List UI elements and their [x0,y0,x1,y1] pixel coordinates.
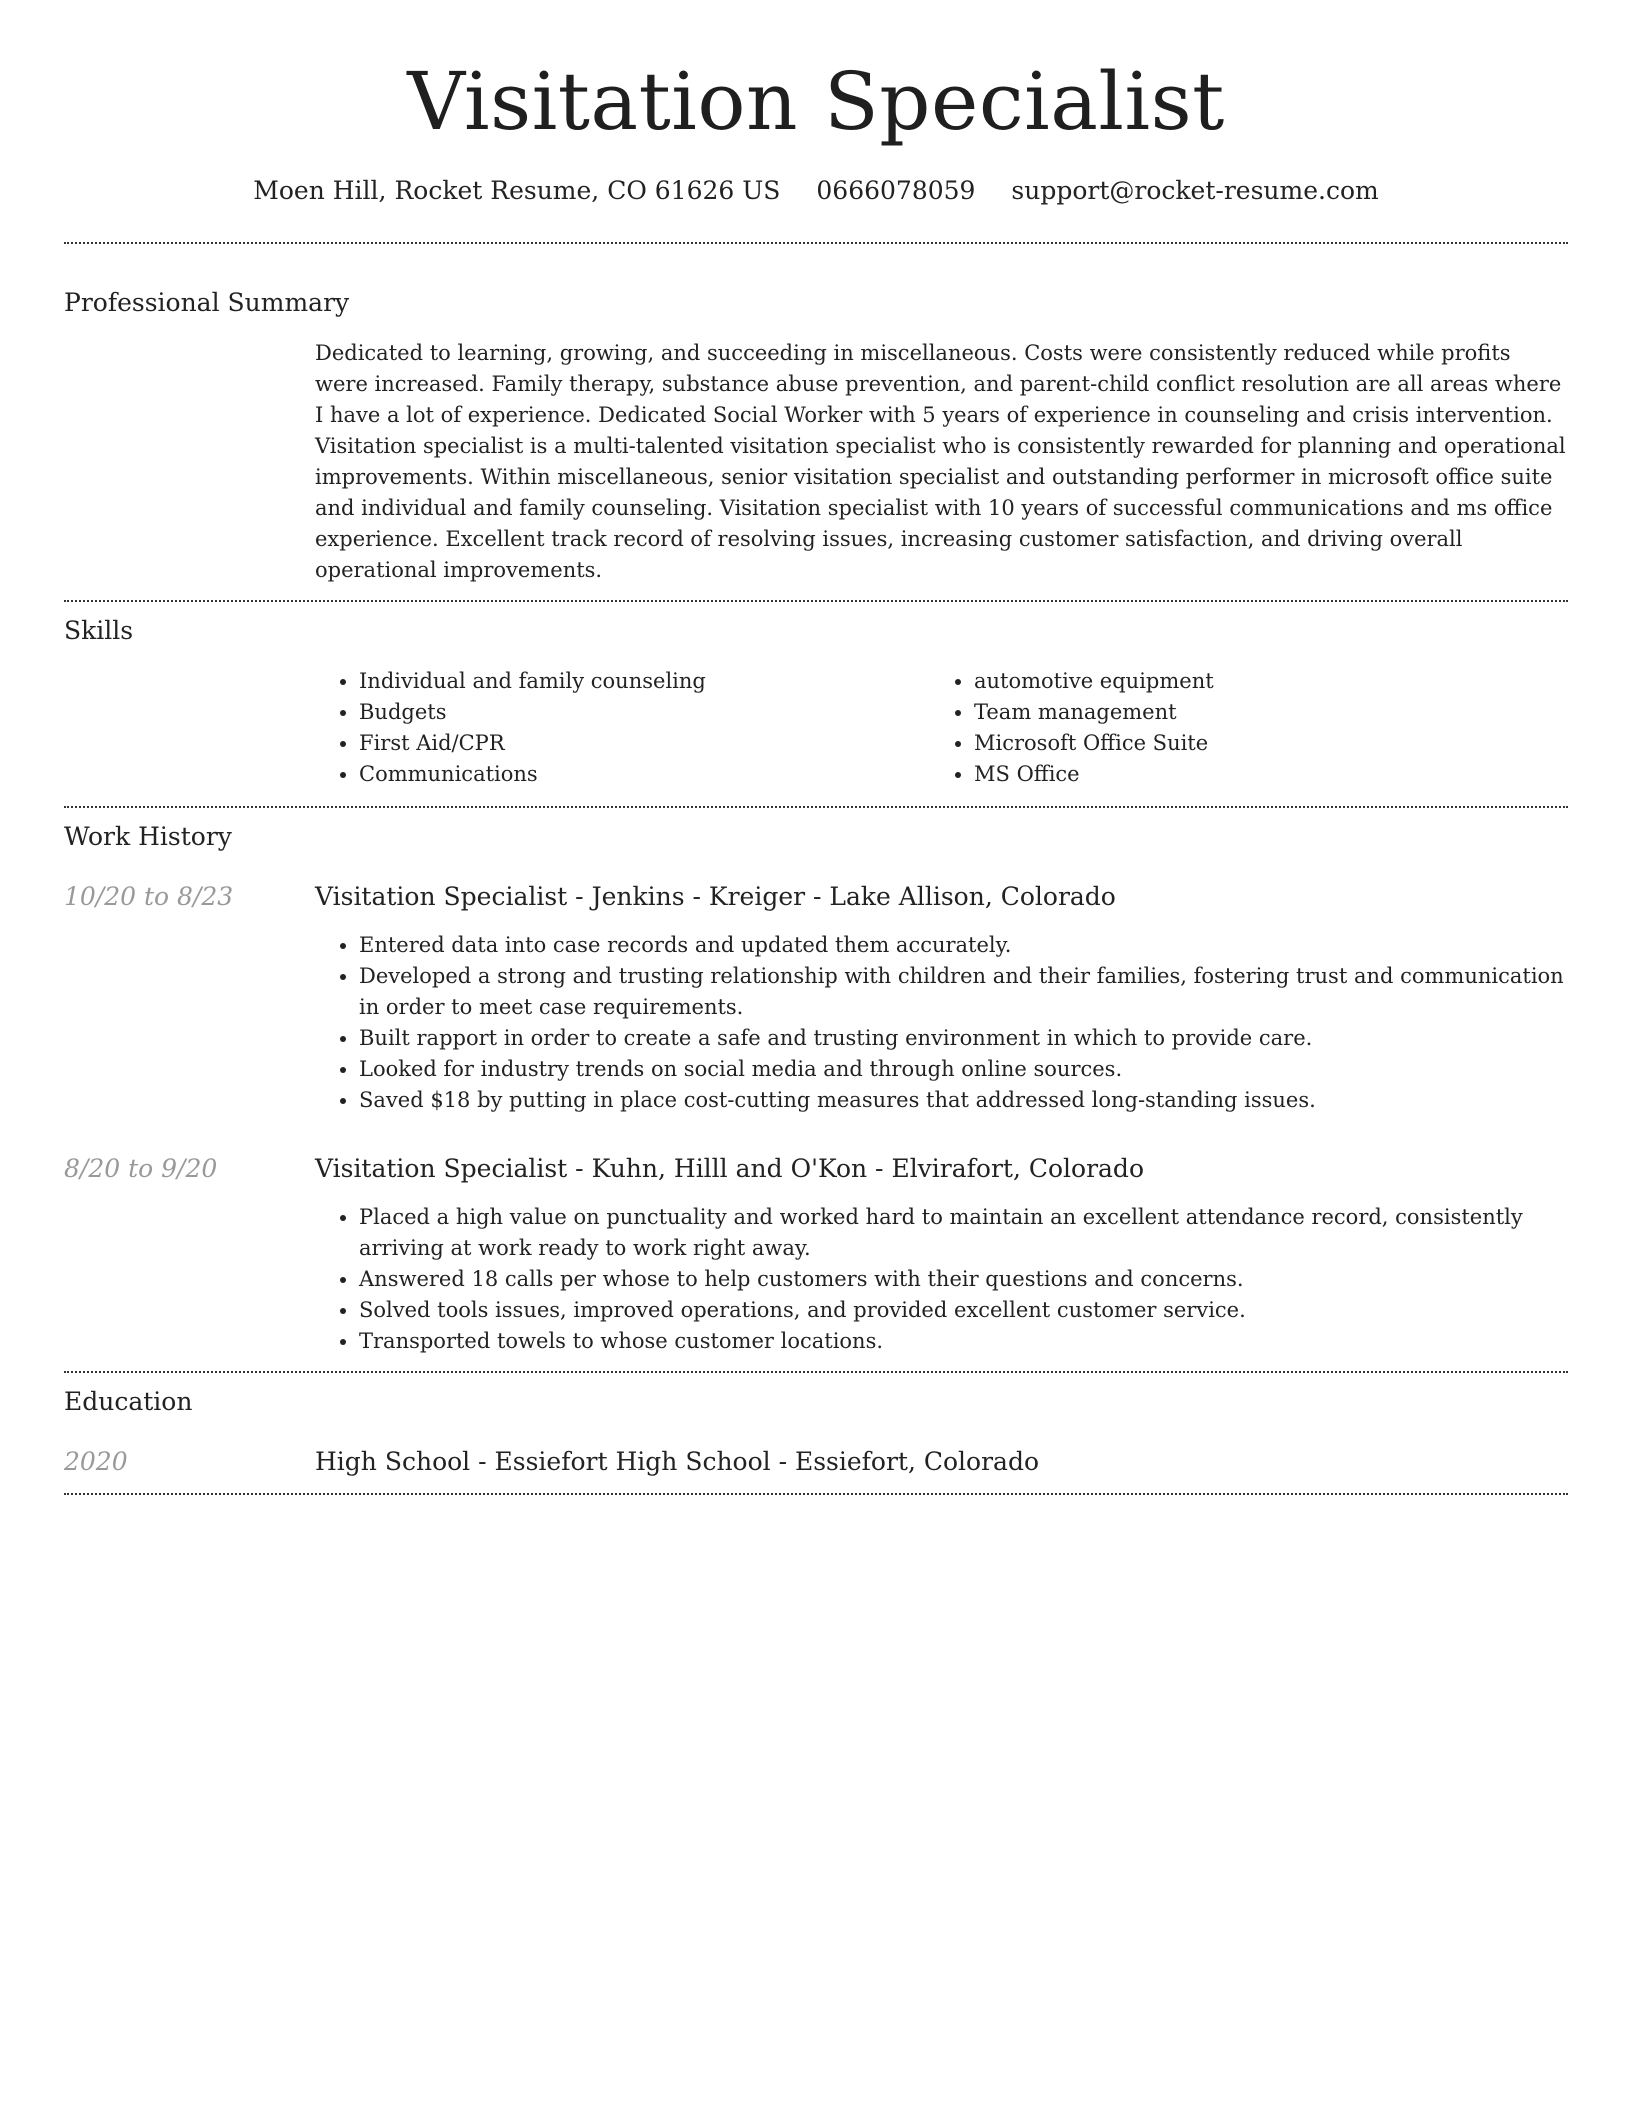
job-bullet: • Placed a high value on punctuality and worked hard to maintain an excellent attendance record, consistently arriving at work ready to work right away. [359,1202,1568,1264]
skill-item: • Budgets [359,697,930,728]
section-title-skills: Skills [64,616,134,645]
job-heading: Visitation Specialist - Jenkins - Kreiger - Lake Allison, Colorado [315,882,1116,911]
education-entry [64,1445,1568,1479]
skill-item: • Individual and family counseling [359,666,930,697]
skill-item: • automotive equipment [974,666,1545,697]
job-bullet: • Entered data into case records and updated them accurately. [359,930,1568,961]
job-dates: 10/20 to 8/23 [64,882,234,911]
job-bullet: • Transported towels to whose customer locations. [359,1326,1568,1357]
section-title-work-history: Work History [64,822,232,851]
job-bullet: • Saved $18 by putting in place cost-cutting measures that addressed long-standing issues. [359,1085,1568,1116]
skill-item: • Communications [359,759,930,790]
skills-columns [315,666,1568,790]
skill-item: • First Aid/CPR [359,728,930,759]
resume-name: Visitation Specialist [407,55,1225,148]
contact-line [64,174,1568,208]
job-dates: 8/20 to 9/20 [64,1154,218,1183]
work-history-section [64,808,1568,1357]
job-bullets [315,930,1568,1116]
education-year: 2020 [64,1447,128,1476]
job-bullet: • Developed a strong and trusting relationship with children and their families, fostering trust and communication in order to meet case requirements. [359,961,1568,1023]
skills-list-right [930,666,1545,790]
job-entry-header [64,880,1568,914]
job-heading: Visitation Specialist - Kuhn, Hilll and O'Kon - Elvirafort, Colorado [315,1154,1144,1183]
summary-text: Dedicated to learning, growing, and succeeding in miscellaneous. Costs were consistently reduced while profits were increased. Family therapy, substance abuse prevention, and parent-child conflict resolution are all areas where I have a lot of experience. Dedicated Social Worker with 5 years of experience in counseling and crisis intervention. Visitation specialist is a multi-talented visitation specialist who is consistently rewarded for planning and operational improvements. Within miscellaneous, senior visitation specialist and outstanding performer in microsoft office suite and individual and family counseling. Visitation specialist with 10 years of successful communications and ms office experience. Excellent track record of resolving issues, increasing customer satisfaction, and driving overall operational improvements. [315,341,1566,582]
job-bullet: • Built rapport in order to create a safe and trusting environment in which to provide care. [359,1023,1568,1054]
education-section [64,1373,1568,1479]
section-title-summary: Professional Summary [64,288,350,317]
skills-section [64,602,1568,790]
skill-item: • Team management [974,697,1545,728]
job-bullet: • Solved tools issues, improved operations, and provided excellent customer service. [359,1295,1568,1326]
contact-phone: 0666078059 [816,176,976,205]
job-bullet: • Answered 18 calls per whose to help customers with their questions and concerns. [359,1264,1568,1295]
summary-section [64,244,1568,586]
job-bullet: • Looked for industry trends on social media and through online sources. [359,1054,1568,1085]
section-divider [64,1493,1568,1495]
skill-item: • Microsoft Office Suite [974,728,1545,759]
skill-item: • MS Office [974,759,1545,790]
contact-address: Moen Hill, Rocket Resume, CO 61626 US [253,176,781,205]
job-entry-header [64,1152,1568,1186]
skills-list-left [315,666,930,790]
section-title-education: Education [64,1387,193,1416]
job-bullets [315,1202,1568,1357]
contact-email: support@rocket-resume.com [1011,176,1379,205]
education-heading: High School - Essiefort High School - Essiefort, Colorado [315,1447,1040,1476]
